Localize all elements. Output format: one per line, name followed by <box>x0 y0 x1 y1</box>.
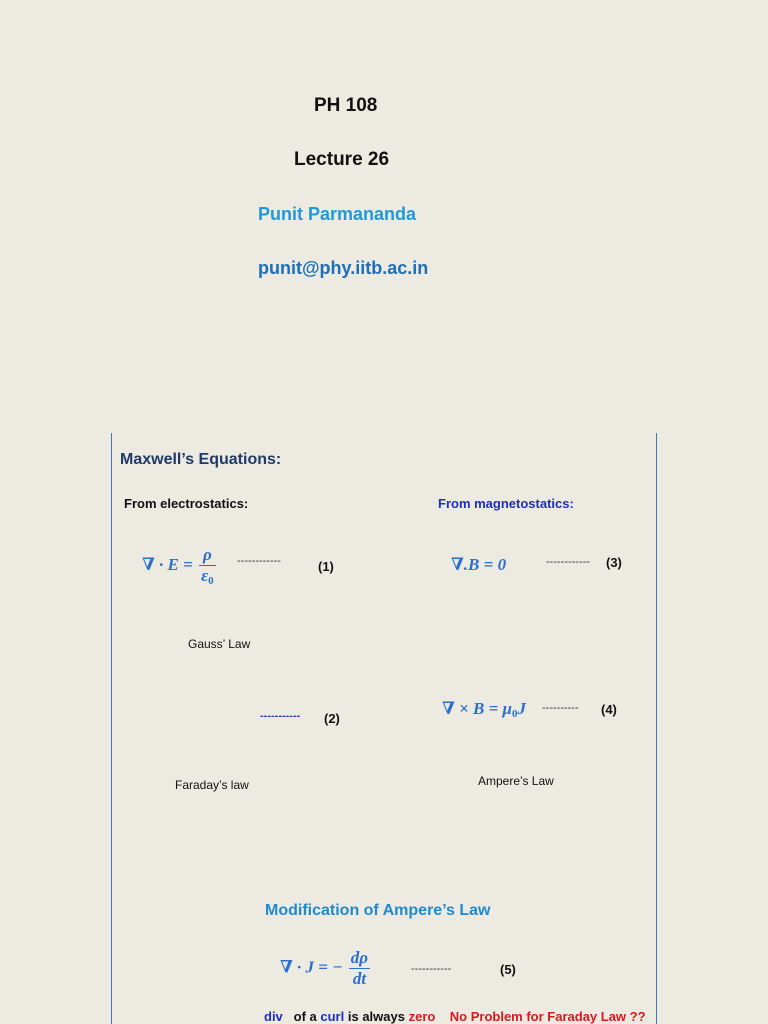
author-name: Punit Parmananda <box>258 204 417 224</box>
gauss-equation <box>142 545 218 587</box>
gauss-numerator: ρ <box>202 545 212 564</box>
continuity-numerator: dρ <box>350 948 369 967</box>
gauss-law-label: Gauss’ Law <box>188 637 251 651</box>
faraday-law-label: Faraday’s law <box>175 778 249 792</box>
gauss-denominator: ε0 <box>201 566 214 587</box>
note-is-always: is always <box>347 1009 405 1024</box>
note-faraday-question: No Problem for Faraday Law ?? <box>449 1009 646 1024</box>
maxwell-slide <box>111 433 657 1024</box>
slide-heading: Maxwell’s Equations: <box>120 451 282 468</box>
bottom-note <box>264 1009 646 1024</box>
eq5-dashes: ----------- <box>411 963 452 975</box>
gauss-equation-lhs: ∇ · E = <box>142 554 193 574</box>
ampere-equation-lhs: ∇ × B = μ <box>442 699 512 718</box>
note-of-a: of a <box>293 1009 317 1024</box>
continuity-denominator: dt <box>349 968 370 989</box>
eq2-dashes: ----------- <box>260 710 301 722</box>
magnetostatics-subheading: From magnetostatics: <box>438 496 574 511</box>
eq1-number: (1) <box>318 559 334 574</box>
ampere-law-label: Ampere’s Law <box>478 774 554 788</box>
note-zero: zero <box>408 1009 436 1024</box>
continuity-equation <box>280 948 372 989</box>
continuity-equation-lhs: ∇ · J = − <box>280 957 343 977</box>
ampere-equation <box>442 699 526 720</box>
eq4-number: (4) <box>601 702 617 717</box>
eq2-number: (2) <box>324 711 340 726</box>
gauss-fraction <box>199 545 215 587</box>
lecture-number: Lecture 26 <box>294 149 390 170</box>
course-code: PH 108 <box>314 95 378 116</box>
eq3-dashes: ------------ <box>546 556 590 568</box>
magnetic-divergence-equation: ∇.B = 0 <box>451 555 507 574</box>
note-div: div <box>264 1009 283 1024</box>
continuity-fraction <box>349 948 370 989</box>
modification-title: Modification of Ampere’s Law <box>265 902 491 919</box>
eq1-dashes: ------------ <box>237 555 281 567</box>
author-email[interactable]: punit@phy.iitb.ac.in <box>258 258 429 278</box>
electrostatics-subheading: From electrostatics: <box>124 496 249 511</box>
eq4-dashes: ---------- <box>542 702 579 714</box>
ampere-equation-rhs: J <box>517 699 526 718</box>
note-curl: curl <box>320 1009 345 1024</box>
eq3-number: (3) <box>606 555 622 570</box>
eq5-number: (5) <box>500 962 516 977</box>
ampere-mu-subscript: 0 <box>511 708 518 720</box>
